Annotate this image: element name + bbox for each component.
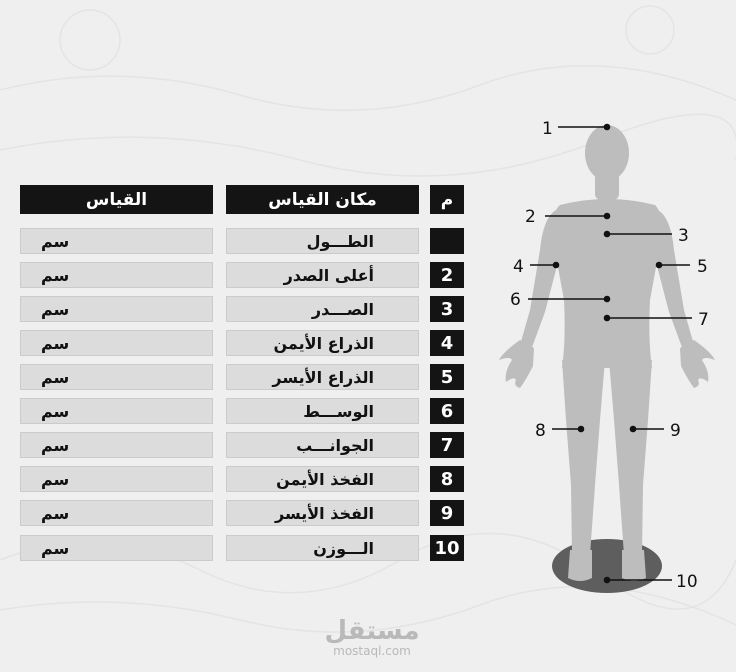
pointer-label-3: 3 (678, 226, 689, 246)
pointer-label-9: 9 (670, 421, 681, 441)
measurement-place: الطـــول (226, 228, 419, 254)
row-number: 9 (430, 500, 464, 526)
pointer-label-5: 5 (697, 257, 708, 277)
body-silhouette (499, 125, 715, 581)
pointer-label-4: 4 (513, 257, 524, 277)
weighing-scale (552, 539, 662, 593)
watermark-url: mostaql.com (333, 644, 411, 658)
watermark-arabic: مستقل (324, 616, 420, 646)
measurement-place: الـــوزن (226, 535, 419, 561)
pointer-label-1: 1 (542, 119, 553, 139)
header-measurement: القياس (20, 185, 213, 214)
row-number: 8 (430, 466, 464, 492)
measurement-place: الجوانـــب (226, 432, 419, 458)
pointer-label-6: 6 (510, 290, 521, 310)
pointer-label-10: 10 (676, 572, 698, 592)
measurement-value[interactable]: سم (20, 262, 213, 288)
pointer-label-2: 2 (525, 207, 536, 227)
measurement-value[interactable]: سم (20, 398, 213, 424)
measurement-value[interactable]: سم (20, 535, 213, 561)
pointer-label-7: 7 (698, 310, 709, 330)
measurement-value[interactable]: سم (20, 500, 213, 526)
pointer-label-8: 8 (535, 421, 546, 441)
measurement-place: الوســـط (226, 398, 419, 424)
header-measurement-place: مكان القياس (226, 185, 419, 214)
measurement-place: الفخذ الأيسر (226, 500, 419, 526)
row-number: 4 (430, 330, 464, 356)
row-number: 7 (430, 432, 464, 458)
measurement-value[interactable]: سم (20, 330, 213, 356)
row-number: 5 (430, 364, 464, 390)
row-number: 10 (430, 535, 464, 561)
measurement-value[interactable]: سم (20, 296, 213, 322)
header-number: م (430, 185, 464, 214)
measurement-value[interactable]: سم (20, 432, 213, 458)
measurement-place: الذراع الأيسر (226, 364, 419, 390)
measurement-value[interactable]: سم (20, 364, 213, 390)
row-number: 2 (430, 262, 464, 288)
measurement-place: الذراع الأيمن (226, 330, 419, 356)
measurement-value[interactable]: سم (20, 228, 213, 254)
measurement-value[interactable]: سم (20, 466, 213, 492)
measurement-place: الصـــدر (226, 296, 419, 322)
row-number: 6 (430, 398, 464, 424)
watermark-logo (322, 618, 422, 658)
measurement-place: أعلى الصدر (226, 262, 419, 288)
measurement-place: الفخذ الأيمن (226, 466, 419, 492)
row-number: 3 (430, 296, 464, 322)
